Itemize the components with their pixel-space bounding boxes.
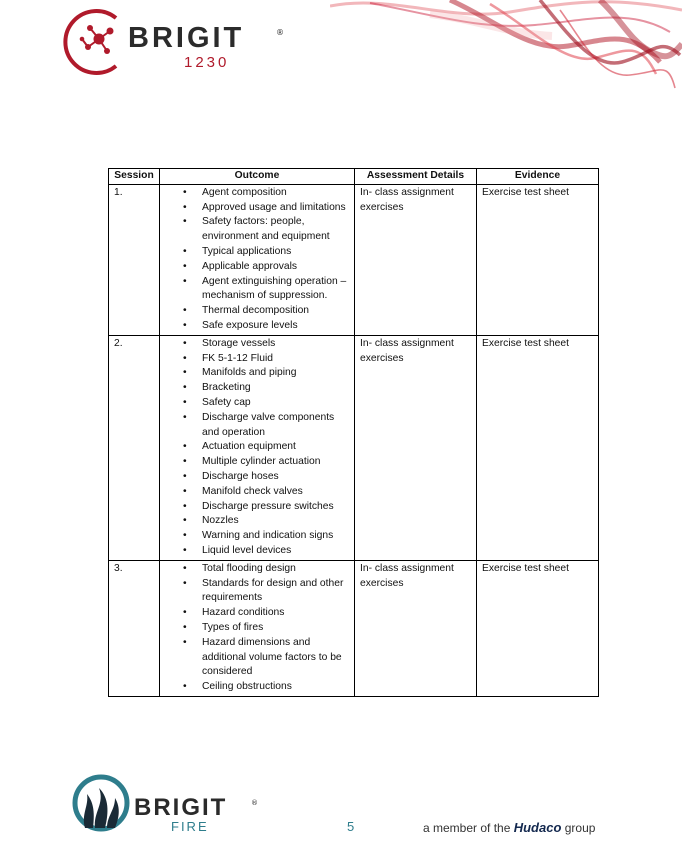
outcome-item: • Discharge valve components and operation <box>160 411 348 441</box>
page-number: 5 <box>347 819 355 834</box>
header-session: Session <box>109 169 160 185</box>
outcome-item: • Manifolds and piping <box>160 366 348 381</box>
outcome-cell <box>160 184 355 335</box>
session-number: 3. <box>109 560 160 696</box>
product-code: 1230 <box>184 54 230 71</box>
outcome-item: • Liquid level devices <box>160 544 348 559</box>
outcome-item: • Manifold check valves <box>160 485 348 500</box>
outcome-item: • Types of fires <box>160 621 348 636</box>
outcome-cell <box>160 335 355 560</box>
outcome-item: • Agent composition <box>160 186 348 201</box>
outcome-item: • Applicable approvals <box>160 260 348 275</box>
header-assessment: Assessment Details <box>355 169 477 185</box>
outcome-item: • Typical applications <box>160 245 348 260</box>
session-number: 2. <box>109 335 160 560</box>
outcome-item: • Actuation equipment <box>160 440 348 455</box>
assessment-details: In- class assignment exercises <box>355 335 477 560</box>
table-header-row <box>109 169 599 185</box>
outcome-item: • Hazard conditions <box>160 606 348 621</box>
evidence: Exercise test sheet <box>477 560 599 696</box>
member-of-hudaco <box>423 820 595 835</box>
outcome-cell <box>160 560 355 696</box>
header-outcome: Outcome <box>160 169 355 185</box>
evidence: Exercise test sheet <box>477 184 599 335</box>
outcome-item: • Storage vessels <box>160 337 348 352</box>
outcome-item: • Discharge hoses <box>160 470 348 485</box>
outcome-item: • Thermal decomposition <box>160 304 348 319</box>
session-number: 1. <box>109 184 160 335</box>
registered-mark: ® <box>276 28 284 37</box>
brand-name: BRIGIT <box>128 22 245 54</box>
outcome-item: • Multiple cylinder actuation <box>160 455 348 470</box>
outcome-item: • FK 5-1-12 Fluid <box>160 352 348 367</box>
outcome-item: • Ceiling obstructions <box>160 680 348 695</box>
evidence: Exercise test sheet <box>477 335 599 560</box>
outcome-item: • Hazard dimensions and additional volume factors to be considered <box>160 636 348 680</box>
outcome-item: • Safe exposure levels <box>160 319 348 334</box>
table-row <box>109 335 599 560</box>
outcome-item: • Safety cap <box>160 396 348 411</box>
member-suffix: group <box>564 821 596 835</box>
outcome-item: • Bracketing <box>160 381 348 396</box>
outcome-item: • Total flooding design <box>160 562 348 577</box>
table-row <box>109 560 599 696</box>
outcome-item: • Agent extinguishing operation – mechanism of suppression. <box>160 275 348 305</box>
outcome-item: • Warning and indication signs <box>160 529 348 544</box>
red-smoke-graphic <box>330 0 682 95</box>
brigit-fire-logo-icon <box>71 770 131 836</box>
outcome-item: • Discharge pressure switches <box>160 500 348 515</box>
member-prefix: a member of the <box>423 821 511 835</box>
outcome-item: • Approved usage and limitations <box>160 201 348 216</box>
footer-product-line: FIRE <box>171 819 209 834</box>
course-outline-table <box>108 168 599 697</box>
footer-brand-name: BRIGIT <box>134 794 228 821</box>
assessment-details: In- class assignment exercises <box>355 184 477 335</box>
outcome-item: • Nozzles <box>160 514 348 529</box>
footer-registered-mark: ® <box>251 799 258 807</box>
brigit-molecule-logo-icon <box>62 6 132 78</box>
hudaco-brand: Hudaco <box>513 820 562 835</box>
outcome-item: • Safety factors: people, environment and equipment <box>160 215 348 245</box>
header-evidence: Evidence <box>477 169 599 185</box>
outcome-item: • Standards for design and other requirements <box>160 577 348 607</box>
table-row <box>109 184 599 335</box>
assessment-details: In- class assignment exercises <box>355 560 477 696</box>
